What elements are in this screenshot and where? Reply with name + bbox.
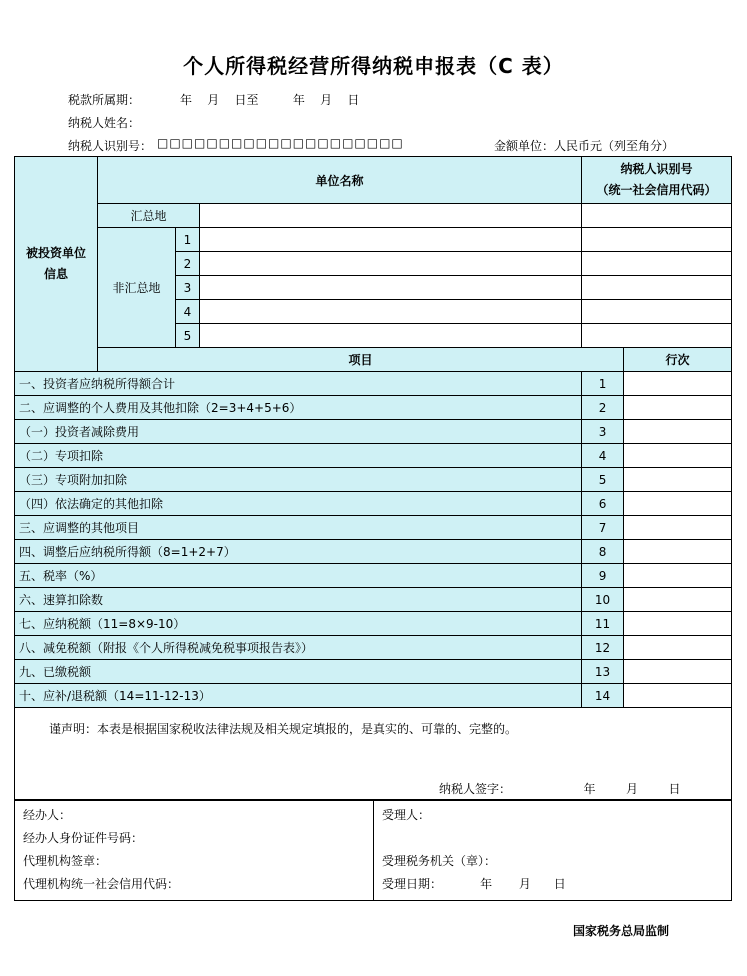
item-label: （三）专项附加扣除 [15, 468, 582, 492]
item-amount-field[interactable] [624, 372, 732, 396]
summary-tax-id-field[interactable] [582, 204, 732, 228]
item-line-number: 8 [582, 540, 624, 564]
item-label: （一）投资者减除费用 [15, 420, 582, 444]
item-label: 五、税率（%） [15, 564, 582, 588]
tax-id-field[interactable] [582, 300, 732, 324]
item-label: 四、调整后应纳税所得额（8=1+2+7） [15, 540, 582, 564]
item-label: 七、应纳税额（11=8×9-10） [15, 612, 582, 636]
agent-info-cell [15, 800, 374, 901]
non-summary-location-label: 非汇总地 [98, 228, 176, 348]
item-row [15, 636, 732, 660]
item-line-number: 12 [582, 636, 624, 660]
item-amount-field[interactable] [624, 564, 732, 588]
taxpayer-id-label: 纳税人识别号： [68, 139, 153, 153]
declaration-cell [15, 708, 732, 801]
row-number: 5 [176, 324, 200, 348]
declaration-table [14, 156, 732, 801]
item-amount-field[interactable] [624, 468, 732, 492]
item-row [15, 396, 732, 420]
item-amount-field[interactable] [624, 492, 732, 516]
row-number: 1 [176, 228, 200, 252]
item-amount-field[interactable] [624, 444, 732, 468]
item-line-number: 13 [582, 660, 624, 684]
tax-id-field[interactable] [582, 228, 732, 252]
item-line-number: 2 [582, 396, 624, 420]
item-amount-field[interactable] [624, 660, 732, 684]
item-label: 一、投资者应纳税所得额合计 [15, 372, 582, 396]
row-number: 2 [176, 252, 200, 276]
item-row [15, 492, 732, 516]
issuer-footer: 国家税务总局监制 [573, 924, 670, 938]
summary-location-label: 汇总地 [98, 204, 200, 228]
acceptance-table [14, 799, 732, 901]
item-amount-field[interactable] [624, 516, 732, 540]
item-row [15, 372, 732, 396]
tax-office-label[interactable]: 受理税务机关（章）： [382, 854, 497, 868]
item-amount-field[interactable] [624, 588, 732, 612]
item-line-number: 1 [582, 372, 624, 396]
unit-name-field[interactable] [200, 324, 582, 348]
col-tax-id: 纳税人识别号 （统一社会信用代码） [582, 157, 732, 204]
period-value[interactable]: 年 月 日至 年 月 日 [180, 93, 360, 107]
item-line-number: 7 [582, 516, 624, 540]
item-line-number: 4 [582, 444, 624, 468]
item-row [15, 564, 732, 588]
acceptance-info-cell [374, 800, 732, 901]
item-row [15, 612, 732, 636]
taxpayer-id-boxes[interactable]: □□□□□□□□□□□□□□□□□□□□ [157, 136, 404, 150]
item-label: 八、减免税额（附报《个人所得税减免税事项报告表》） [15, 636, 582, 660]
unit-name-field[interactable] [200, 300, 582, 324]
item-label: （二）专项扣除 [15, 444, 582, 468]
item-row [15, 444, 732, 468]
item-row [15, 540, 732, 564]
item-row [15, 468, 732, 492]
item-label: （四）依法确定的其他扣除 [15, 492, 582, 516]
item-line-number: 6 [582, 492, 624, 516]
tax-id-field[interactable] [582, 276, 732, 300]
taxpayer-name-label: 纳税人姓名： [68, 116, 141, 130]
item-label: 三、应调整的其他项目 [15, 516, 582, 540]
items-header-item: 项目 [98, 348, 624, 372]
item-amount-field[interactable] [624, 684, 732, 708]
item-label: 九、已缴税额 [15, 660, 582, 684]
item-line-number: 9 [582, 564, 624, 588]
unit-name-field[interactable] [200, 228, 582, 252]
unit-name-field[interactable] [200, 252, 582, 276]
item-amount-field[interactable] [624, 396, 732, 420]
tax-id-field[interactable] [582, 324, 732, 348]
summary-unit-name-field[interactable] [200, 204, 582, 228]
amount-unit: 金额单位：人民币元（列至角分） [494, 139, 675, 153]
agency-code-label[interactable]: 代理机构统一社会信用代码： [23, 877, 180, 891]
item-label: 六、速算扣除数 [15, 588, 582, 612]
declaration-text: 谨声明：本表是根据国家税收法律法规及相关规定填报的，是真实的、可靠的、完整的。 [49, 722, 518, 736]
item-row [15, 516, 732, 540]
handler-id-label[interactable]: 经办人身份证件号码： [23, 831, 144, 845]
item-line-number: 10 [582, 588, 624, 612]
unit-name-field[interactable] [200, 276, 582, 300]
tax-id-field[interactable] [582, 252, 732, 276]
period-label: 税款所属期： [68, 93, 141, 107]
taxpayer-signature[interactable]: 纳税人签字： 年 月 日 [439, 782, 681, 796]
form-title: 个人所得税经营所得纳税申报表（C 表） [183, 54, 564, 78]
acceptance-date-label[interactable]: 受理日期： 年 月 日 [382, 877, 566, 891]
row-number: 3 [176, 276, 200, 300]
item-label: 二、应调整的个人费用及其他扣除（2=3+4+5+6） [15, 396, 582, 420]
item-row [15, 420, 732, 444]
item-amount-field[interactable] [624, 612, 732, 636]
item-line-number: 3 [582, 420, 624, 444]
item-line-number: 11 [582, 612, 624, 636]
col-unit-name: 单位名称 [98, 157, 582, 204]
item-row [15, 684, 732, 708]
receiver-label[interactable]: 受理人： [382, 808, 431, 822]
agency-seal-label[interactable]: 代理机构签章： [23, 854, 108, 868]
item-row [15, 588, 732, 612]
invested-unit-side-label: 被投资单位 信息 [15, 157, 98, 372]
item-amount-field[interactable] [624, 636, 732, 660]
row-number: 4 [176, 300, 200, 324]
item-row [15, 660, 732, 684]
items-header-line-no: 行次 [624, 348, 732, 372]
item-line-number: 14 [582, 684, 624, 708]
item-label: 十、应补/退税额（14=11-12-13） [15, 684, 582, 708]
item-line-number: 5 [582, 468, 624, 492]
item-amount-field[interactable] [624, 540, 732, 564]
item-amount-field[interactable] [624, 420, 732, 444]
handler-label[interactable]: 经办人： [23, 808, 72, 822]
